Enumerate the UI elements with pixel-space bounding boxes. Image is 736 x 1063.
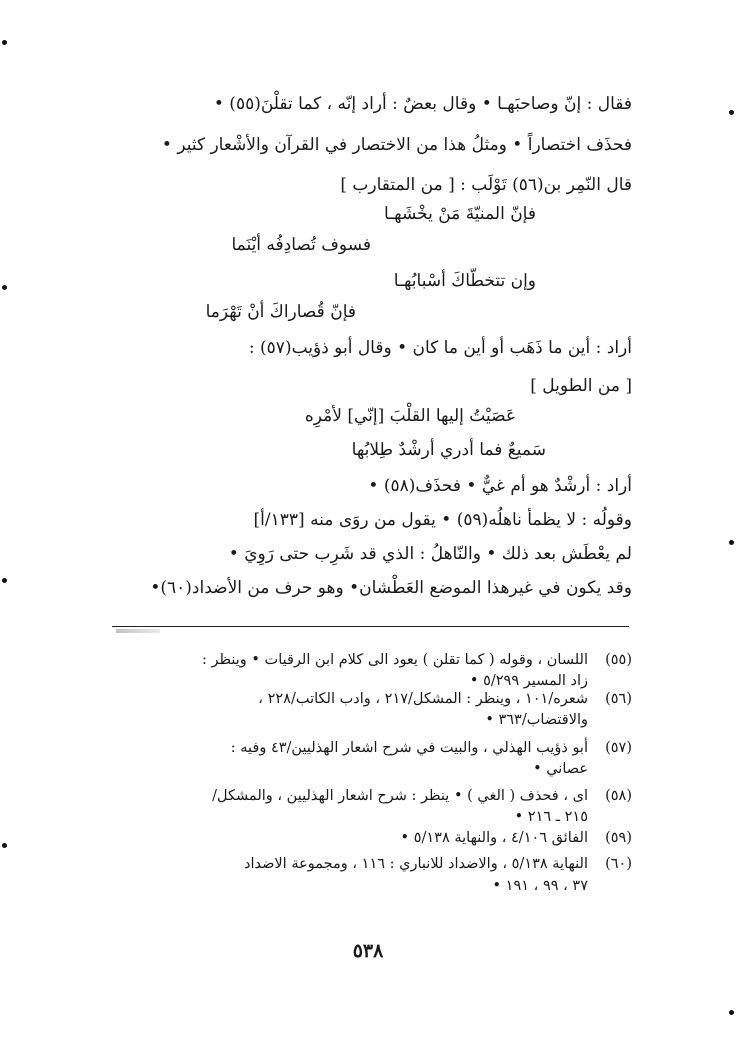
scan-margin-mark	[729, 110, 734, 115]
footnote-number: (٥٩)	[605, 830, 632, 846]
footnote-text: أبو ذؤيب الهذلي ، والبيت في شرح اشعار الهذليين/٤٣ وفيه :	[230, 740, 588, 756]
footnote-separator	[112, 626, 629, 627]
body-line-8: وقد يكون في غيرهذا الموضع العَطْشان• وهو حرف من الأضداد(٦٠)•	[150, 578, 632, 598]
body-line-7: لم يعْطَش بعد ذلك • والنّاهلُ : الذي قد شَرِب حتى رَوِيَ •	[228, 544, 632, 564]
footnote-text: والاقتضاب/٣٦٣ •	[485, 712, 588, 728]
footnote-text: الفائق ٤/١٠٦ ، والنهاية ٥/١٣٨ •	[400, 830, 588, 846]
body-line-5: أراد : أرشْدٌ هو أم غيٌّ • فحذَف(٥٨) •	[368, 476, 632, 496]
footnote-text: ٢١٥ ـ ٢١٦ •	[514, 809, 588, 825]
footnote-text: عصاني •	[533, 761, 588, 777]
meter-label: [ من الطويل ]	[530, 376, 632, 396]
verse-1-line-3: وإن تتخطّاكَ أسْبابُهـا	[393, 271, 536, 291]
footnote-number: (٥٦)	[605, 691, 632, 707]
page-number: ٥٣٨	[352, 940, 384, 962]
body-line-4: أراد : أين ما ذَهَب أو أين ما كان • وقال أبو ذؤيب(٥٧) :	[248, 338, 632, 358]
verse-2-line-2: سَميعٌ فما أدري أرشْدٌ طِلابُها	[351, 440, 546, 460]
footnote-text: اى ، فحذف ( الغي ) • ينظر : شرح اشعار الهذليين ، والمشكل/	[212, 788, 588, 804]
scan-margin-mark	[2, 285, 7, 290]
scan-margin-mark	[2, 843, 7, 848]
body-line-6: وقولُه : لا يظمأ ناهلُه(٥٩) • يقول من روَى منه [١٣٣/أ]	[253, 510, 632, 530]
verse-1-line-4: فإنّ قُصاراكَ أنْ تَهْرَما	[205, 302, 356, 322]
footnote-text: اللسان ، وقوله ( كما تقلن ) يعود الى كلام ابن الرقيات • وينظر :	[201, 652, 588, 668]
footnote-number: (٥٧)	[605, 740, 632, 756]
verse-1-line-2: فسوف تُصادِفُه أيْنَما	[231, 235, 371, 255]
scan-margin-mark	[2, 40, 7, 45]
scan-smudge	[116, 629, 160, 633]
footnote-text: زاد المسير ٥/٢٩٩ •	[469, 673, 588, 689]
verse-2-line-1: عَصَيْتُ إليها القلْبَ [إنّي] لأمْرِه	[304, 406, 516, 426]
body-line-1: فقال : إنّ وصاحبَهـا • وقال بعضٌ : أراد إنّه ، كما تقلْنَ(٥٥) •	[213, 94, 632, 114]
footnote-text: ٣٧ ، ٩٩ ، ١٩١ •	[492, 878, 588, 894]
footnote-number: (٦٠)	[605, 856, 632, 872]
verse-1-line-1: فإنّ المنيّةَ مَنْ يخْشَهـا	[383, 204, 536, 224]
footnote-number: (٥٥)	[605, 652, 632, 668]
body-line-3: قال النّمِر بن(٥٦) تَوْلَب : [ من المتقارب ]	[340, 175, 632, 195]
scan-margin-mark	[729, 1010, 734, 1015]
body-line-2: فحذَف اختصاراً • ومثلُ هذا من الاختصار في القرآن والأشْعار كثير •	[161, 135, 632, 155]
footnote-number: (٥٨)	[605, 788, 632, 804]
scan-margin-mark	[729, 540, 734, 545]
scan-margin-mark	[2, 578, 7, 583]
footnote-text: النهاية ٥/١٣٨ ، والاضداد للانباري : ١١٦ ، ومجموعة الاضداد	[244, 856, 588, 872]
footnote-text: شعره/١٠١ ، وينظر : المشكل/٢١٧ ، وادب الكاتب/٢٢٨ ،	[258, 691, 588, 707]
